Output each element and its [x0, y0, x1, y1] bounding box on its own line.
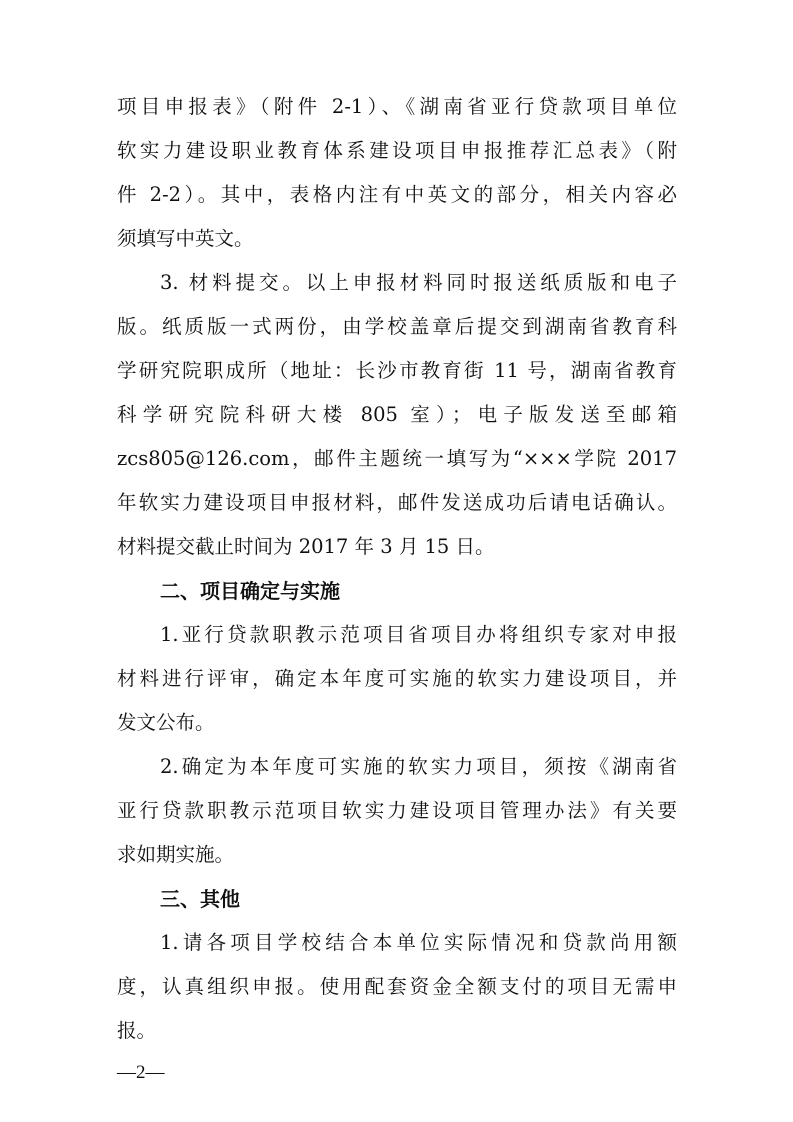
- text-line: 求如期实施。: [117, 843, 235, 866]
- text-line: 材料进行评审，确定本年度可实施的软实力建设项目，并: [117, 667, 677, 690]
- paragraph-first-line: 1.亚行贷款职教示范项目省项目办将组织专家对申报: [160, 623, 677, 646]
- text-line: 版。纸质版一式两份，由学校盖章后提交到湖南省教育科: [117, 315, 677, 338]
- text-line: 学研究院职成所（地址：长沙市教育街 11 号，湖南省教育: [117, 359, 677, 382]
- text-line: 科学研究院科研大楼 805 室）；电子版发送至邮箱: [117, 403, 677, 426]
- section-heading: 二、项目确定与实施: [160, 579, 340, 603]
- text-line: 材料提交截止时间为 2017 年 3 月 15 日。: [117, 535, 495, 558]
- text-line: 度，认真组织申报。使用配套资金全额支付的项目无需申: [117, 975, 677, 998]
- paragraph-first-line: 3. 材料提交。以上申报材料同时报送纸质版和电子: [160, 271, 677, 294]
- text-line: 亚行贷款职教示范项目软实力建设项目管理办法》有关要: [117, 799, 677, 822]
- paragraph-first-line: 1.请各项目学校结合本单位实际情况和贷款尚用额: [160, 931, 677, 954]
- text-line: zcs805@126.com，邮件主题统一填写为“×××学院 2017: [117, 447, 677, 470]
- text-line: 报。: [117, 1019, 157, 1042]
- text-line: 件 2-2）。其中，表格内注有中英文的部分，相关内容必: [117, 183, 677, 206]
- text-line: 软实力建设职业教育体系建设项目申报推荐汇总表》（附: [117, 139, 677, 162]
- text-line: 发文公布。: [117, 711, 215, 734]
- text-line: 年软实力建设项目申报材料，邮件发送成功后请电话确认。: [117, 491, 677, 514]
- paragraph-first-line: 2.确定为本年度可实施的软实力项目，须按《湖南省: [160, 755, 677, 778]
- text-line: 项目申报表》（附件 2-1）、《湖南省亚行贷款项目单位: [117, 95, 677, 118]
- text-line: 须填写中英文。: [117, 227, 254, 250]
- section-heading: 三、其他: [160, 887, 240, 911]
- page-number: —2—: [117, 1062, 165, 1083]
